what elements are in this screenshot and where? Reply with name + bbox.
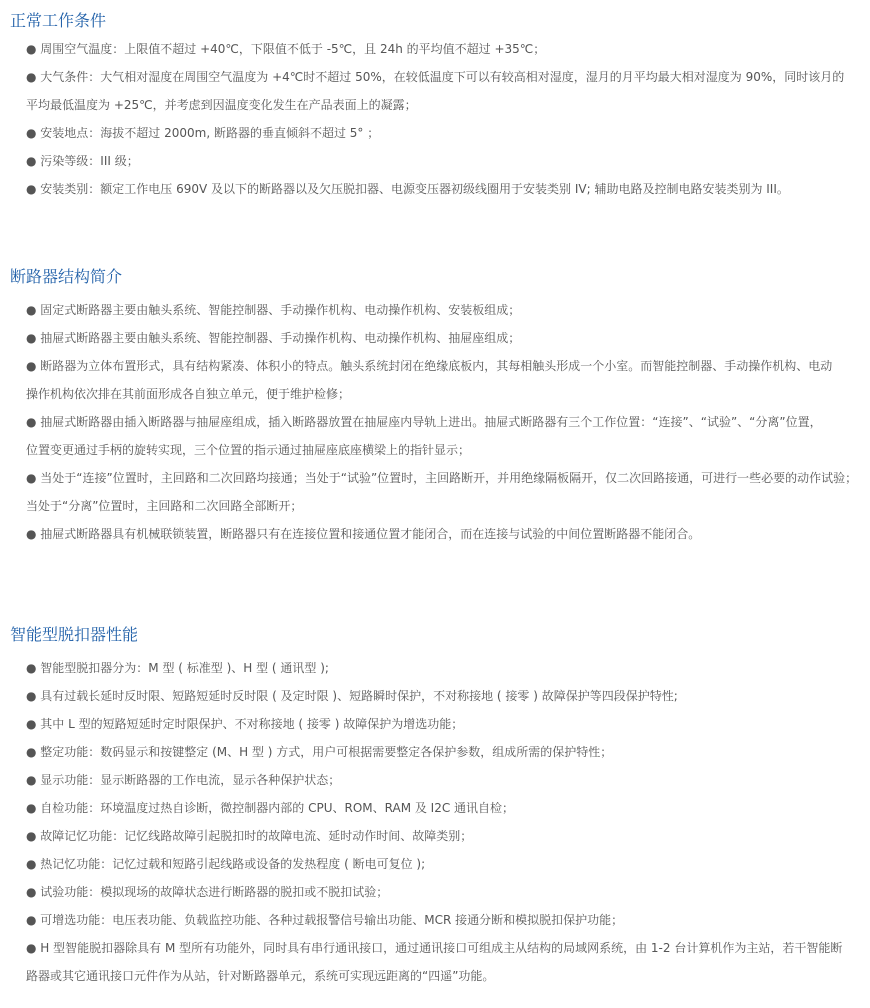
list-item-text-continued: 位置变更通过手柄的旋转实现，三个位置的指示通过抽屉座底座横梁上的指针显示； xyxy=(26,443,471,457)
list-item-text: ● 热记忆功能：记忆过载和短路引起线路或设备的发热程度 ( 断电可复位 ); xyxy=(26,857,426,871)
list-item-text: ● 断路器为立体布置形式，具有结构紧凑、体积小的特点。触头系统封闭在绝缘底板内，其每相触头形成一个小室。而智能控制器、手动操作机构、电动 xyxy=(26,359,833,373)
list-item xyxy=(10,175,860,203)
list-item-text: ● 抽屉式断路器由插入断路器与抽屉座组成，插入断路器放置在抽屉座内导轨上进出。抽屉式断路器有三个工作位置：“连接”、“试验”、“分离”位置， xyxy=(26,415,822,429)
list-item-text: ● 抽屉式断路器具有机械联锁装置，断路器只有在连接位置和接通位置才能闭合，而在连接与试验的中间位置断路器不能闭合。 xyxy=(26,527,701,541)
list-item xyxy=(10,878,860,906)
list-item xyxy=(10,63,860,119)
list-item-text-continued: 操作机构依次排在其前面形成各自独立单元，便于维护检修； xyxy=(26,387,351,401)
list-item xyxy=(10,520,860,548)
section-title: 智能型脱扣器性能 xyxy=(10,625,139,644)
list-item-text: ● 大气条件：大气相对湿度在周围空气温度为 +4℃时不超过 50%，在较低温度下可以有较高相对湿度，湿月的月平均最大相对湿度为 90%，同时该月的 xyxy=(26,70,845,84)
list-item-text: ● 可增选功能：电压表功能、负载监控功能、各种过载报警信号输出功能、MCR 接通分断和模拟脱扣保护功能； xyxy=(26,913,624,927)
list-item-text: ● 安装类别：额定工作电压 690V 及以下的断路器以及欠压脱扣器、电源变压器初级线圈用于安装类别 IV; 辅助电路及控制电路安装类别为 III。 xyxy=(26,182,789,196)
list-item xyxy=(10,906,860,934)
list-item xyxy=(10,822,860,850)
list-item-text: ● 具有过载长延时反时限、短路短延时反时限 ( 及定时限 )、短路瞬时保护，不对称接地 ( 接零 ) 故障保护等四段保护特性; xyxy=(26,689,678,703)
list-item-text: ● 显示功能：显示断路器的工作电流，显示各种保护状态； xyxy=(26,773,341,787)
list-item xyxy=(10,850,860,878)
list-item xyxy=(10,766,860,794)
list-item xyxy=(10,738,860,766)
list-item-text: ● H 型智能脱扣器除具有 M 型所有功能外，同时具有串行通讯接口，通过通讯接口可组成主从结构的局域网系统，由 1-2 台计算机作为主站，若干智能断 xyxy=(26,941,843,955)
list-item xyxy=(10,934,860,990)
section-title: 断路器结构简介 xyxy=(10,267,123,286)
list-item-text: ● 抽屉式断路器主要由触头系统、智能控制器、手动操作机构、电动操作机构、抽屉座组成； xyxy=(26,331,521,345)
list-item-text: ● 周围空气温度：上限值不超过 +40℃，下限值不低于 -5℃，且 24h 的平均值不超过 +35℃； xyxy=(26,42,546,56)
list-item-text: ● 故障记忆功能：记忆线路故障引起脱扣时的故障电流、延时动作时间、故障类别； xyxy=(26,829,473,843)
list-item-text-continued: 路器或其它通讯接口元件作为从站，针对断路器单元，系统可实现远距离的“四遥”功能。 xyxy=(26,969,495,983)
list-item-text: ● 其中 L 型的短路短延时定时限保护、不对称接地 ( 接零 ) 故障保护为增选功能； xyxy=(26,717,464,731)
list-item-text-continued: 平均最低温度为 +25℃，并考虑到因温度变化发生在产品表面上的凝露； xyxy=(26,98,417,112)
list-item xyxy=(10,794,860,822)
list-item xyxy=(10,35,860,63)
list-item xyxy=(10,352,860,408)
list-item-text: ● 整定功能：数码显示和按键整定 (M、H 型 ) 方式，用户可根据需要整定各保护参数，组成所需的保护特性； xyxy=(26,745,613,759)
list-item xyxy=(10,464,860,520)
list-item xyxy=(10,147,860,175)
list-item xyxy=(10,296,860,324)
list-item-text: ● 试验功能：模拟现场的故障状态进行断路器的脱扣或不脱扣试验； xyxy=(26,885,389,899)
list-item xyxy=(10,408,860,464)
list-item xyxy=(10,682,860,710)
list-item-text: ● 自检功能：环境温度过热自诊断，微控制器内部的 CPU、ROM、RAM 及 I2C 通讯自检； xyxy=(26,801,515,815)
list-item xyxy=(10,710,860,738)
list-item-text: ● 固定式断路器主要由触头系统、智能控制器、手动操作机构、电动操作机构、安装板组成； xyxy=(26,303,521,317)
list-item xyxy=(10,324,860,352)
list-item-text: ● 安装地点：海拔不超过 2000m, 断路器的垂直倾斜不超过 5° ； xyxy=(26,126,380,140)
section-title: 正常工作条件 xyxy=(10,11,107,30)
list-item xyxy=(10,654,860,682)
list-item xyxy=(10,119,860,147)
list-item-text-continued: 当处于“分离”位置时，主回路和二次回路全部断开； xyxy=(26,499,303,513)
list-item-text: ● 智能型脱扣器分为：M 型 ( 标准型 )、H 型 ( 通讯型 ); xyxy=(26,661,329,675)
list-item-text: ● 当处于“连接”位置时，主回路和二次回路均接通；当处于“试验”位置时，主回路断开，并用绝缘隔板隔开，仅二次回路接通，可进行一些必要的动作试验； xyxy=(26,471,858,485)
list-item-text: ● 污染等级：III 级； xyxy=(26,154,139,168)
